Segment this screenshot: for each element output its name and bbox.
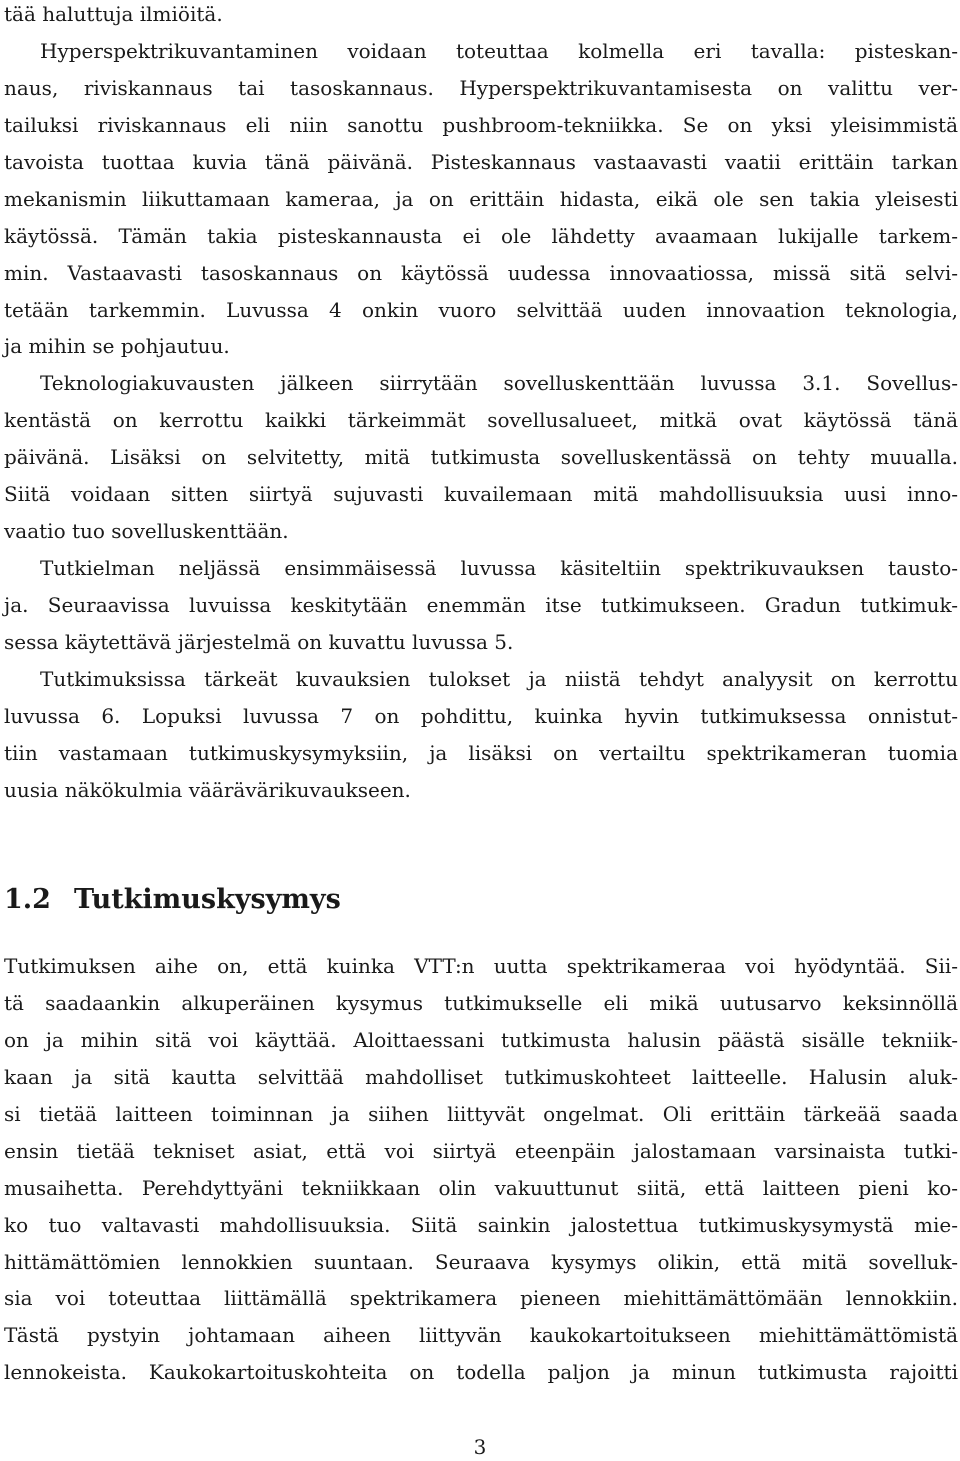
- text-line: lennokeista. Kaukokartoituskohteita on todella paljon ja minun tutkimusta rajoitti: [4, 1360, 958, 1385]
- text-line: Tutkimuksen aihe on, että kuinka VTT:n uutta spektrikameraa voi hyödyntää. Sii-: [4, 954, 958, 978]
- section-title: Tutkimuskysymys: [74, 884, 341, 915]
- text-line: si tietää laitteen toiminnan ja siihen liittyvät ongelmat. Oli erittäin tärkeää saada: [4, 1101, 958, 1126]
- text-line: luvussa 6. Lopuksi luvussa 7 on pohdittu, kuinka hyvin tutkimuksessa onnistut-: [4, 703, 958, 728]
- text-line: mekanismin liikuttamaan kameraa, ja on erittäin hidasta, eikä ole sen takia yleisesti: [4, 186, 958, 211]
- text-line: ja mihin se pohjautuu.: [4, 334, 230, 359]
- text-line: naus, riviskannaus tai tasoskannaus. Hyperspektrikuvantamisesta on valittu ver-: [4, 75, 958, 100]
- text-line: sessa käytettävä järjestelmä on kuvattu luvussa 5.: [4, 629, 514, 654]
- section-heading: [4, 880, 341, 920]
- text-line: musaihetta. Perehdyttyäni tekniikkaan olin vakuuttunut siitä, että laitteen pieni ko-: [4, 1175, 958, 1200]
- text-line: kaan ja sitä kautta selvittää mahdolliset tutkimuskohteet laitteelle. Halusin aluk-: [4, 1064, 958, 1089]
- text-line: päivänä. Lisäksi on selvitetty, mitä tutkimusta sovelluskentässä on tehty muualla.: [4, 445, 958, 470]
- text-line: Tutkielman neljässä ensimmäisessä luvussa käsiteltiin spektrikuvauksen tausto-: [40, 556, 958, 581]
- page-number: 3: [473, 1435, 487, 1459]
- text-line: tiin vastamaan tutkimuskysymyksiin, ja lisäksi on vertailtu spektrikameran tuomia: [4, 740, 958, 765]
- text-line: ko tuo valtavasti mahdollisuuksia. Siitä sainkin jalostettua tutkimuskysymystä mie-: [4, 1212, 958, 1237]
- text-line: on ja mihin sitä voi käyttää. Aloittaessani tutkimusta halusin päästä sisälle tekniik-: [4, 1027, 958, 1052]
- section-number: 1.2: [4, 884, 51, 915]
- text-line: käytössä. Tämän takia pisteskannausta ei ole lähdetty avaamaan lukijalle tarkem-: [4, 223, 958, 248]
- body-text-top: [4, 0, 958, 809]
- text-line: ja. Seuraavissa luvuissa keskitytään enemmän itse tutkimukseen. Gradun tutkimuk-: [4, 593, 958, 617]
- text-line: Hyperspektrikuvantaminen voidaan toteuttaa kolmella eri tavalla: pisteskan-: [40, 38, 958, 63]
- text-line: min. Vastaavasti tasoskannaus on käytössä uudessa innovaatiossa, missä sitä selvi-: [4, 260, 958, 285]
- text-line: Tästä pystyin johtamaan aiheen liittyvän kaukokartoitukseen miehittämättömistä: [4, 1323, 958, 1348]
- text-line: sia voi toteuttaa liittämällä spektrikamera pieneen miehittämättömään lennokkiin.: [4, 1286, 958, 1311]
- text-line: uusia näkökulmia väärävärikuvaukseen.: [4, 777, 411, 802]
- text-line: Tutkimuksissa tärkeät kuvauksien tulokset ja niistä tehdyt analyysit on kerrottu: [40, 666, 958, 691]
- text-line: tä saadaankin alkuperäinen kysymus tutkimukselle eli mikä uutusarvo keksinnöllä: [4, 990, 958, 1015]
- text-line: tavoista tuottaa kuvia tänä päivänä. Pisteskannaus vastaavasti vaatii erittäin tarkan: [4, 149, 958, 174]
- text-line: Siitä voidaan sitten siirtyä sujuvasti kuvailemaan mitä mahdollisuuksia uusi inno-: [4, 482, 958, 507]
- text-line: tailuksi riviskannaus eli niin sanottu pushbroom-tekniikka. Se on yksi yleisimmistä: [4, 112, 958, 137]
- text-line: ensin tietää tekniset asiat, että voi siirtyä eteenpäin jalostamaan varsinaista tutki-: [4, 1138, 958, 1163]
- body-text-bottom: [4, 948, 958, 1391]
- text-line: vaatio tuo sovelluskenttään.: [4, 519, 289, 544]
- text-line: kentästä on kerrottu kaikki tärkeimmät sovellusalueet, mitkä ovat käytössä tänä: [4, 408, 958, 433]
- text-line: Teknologiakuvausten jälkeen siirrytään sovelluskenttään luvussa 3.1. Sovellus-: [40, 371, 958, 396]
- text-line: hittämättömien lennokkien suuntaan. Seuraava kysymys olikin, että mitä sovelluk-: [4, 1249, 958, 1274]
- text-line: tää haluttuja ilmiöitä.: [4, 2, 223, 26]
- text-line: tetään tarkemmin. Luvussa 4 onkin vuoro selvittää uuden innovaation teknologia,: [4, 297, 958, 322]
